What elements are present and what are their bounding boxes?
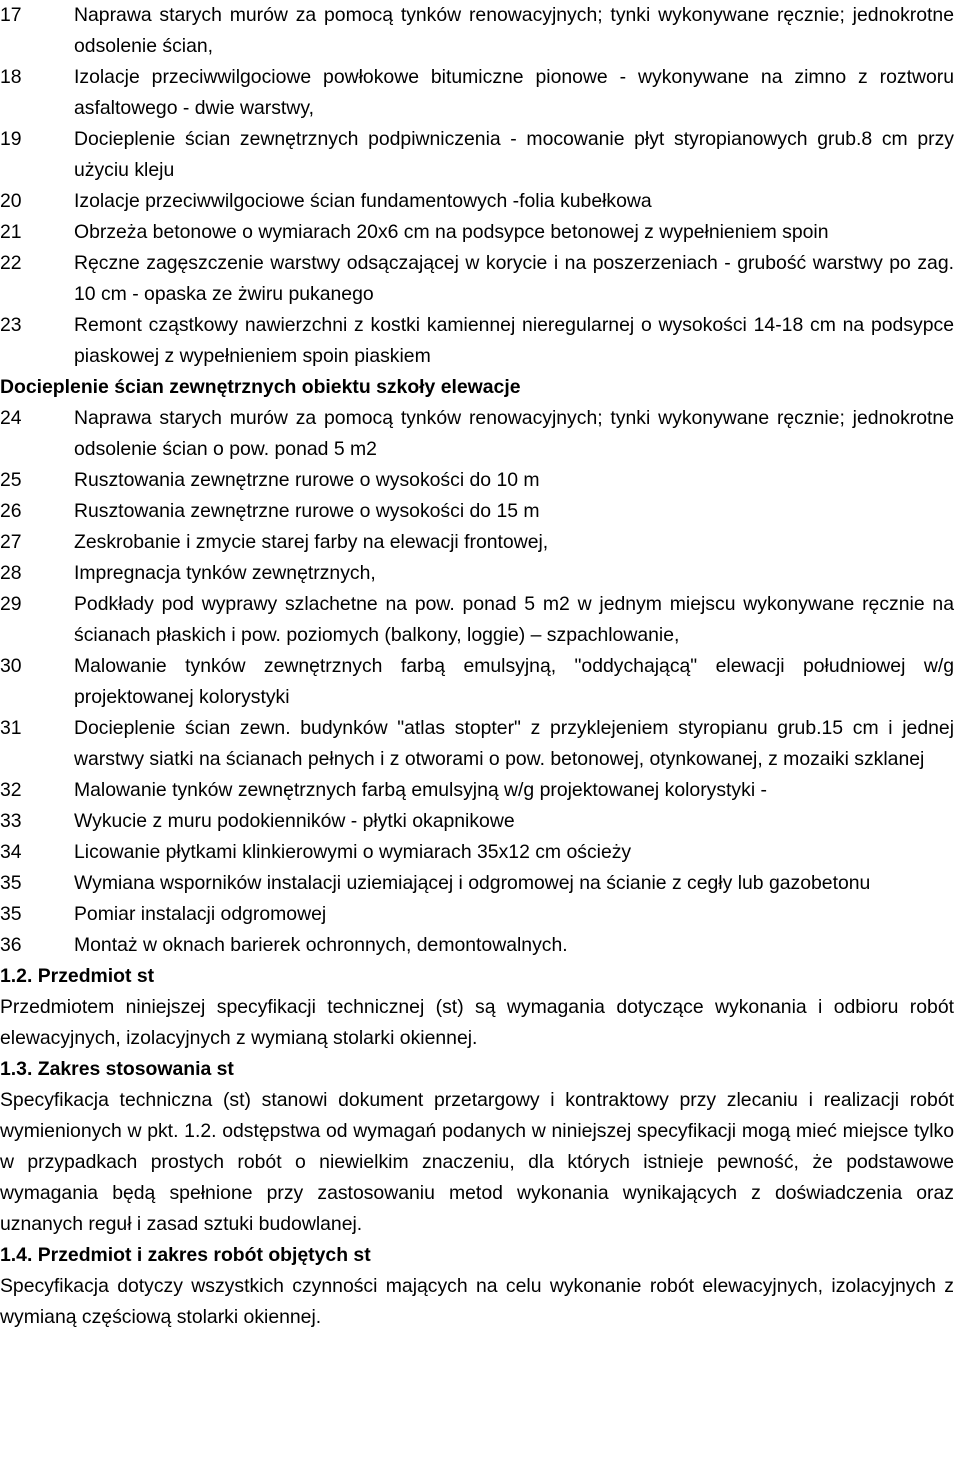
list-item bbox=[0, 558, 954, 589]
section-paragraph: Specyfikacja dotyczy wszystkich czynności mających na celu wykonanie robót elewacyjnych, izolacyjnych z wymianą częściową stolarki okiennej. bbox=[0, 1275, 954, 1328]
list-item bbox=[0, 62, 954, 124]
section-1-3 bbox=[0, 1054, 954, 1240]
item-text: Docieplenie ścian zewn. budynków "atlas stopter" z przyklejeniem styropianu grub.15 cm i jednej warstwy siatki na ścianach pełnych i z otworami o pow. betonowej, otynkowanej, z mozaiki szklanej bbox=[74, 717, 954, 770]
item-text: Rusztowania zewnętrzne rurowe o wysokości do 10 m bbox=[74, 469, 540, 491]
section-title: 1.2. Przedmiot st bbox=[0, 965, 155, 987]
item-text: Remont cząstkowy nawierzchni z kostki kamiennej nieregularnej o wysokości 14-18 cm na podsypce piaskowej z wypełnieniem spoin piaskiem bbox=[74, 314, 954, 367]
item-text: Impregnacja tynków zewnętrznych, bbox=[74, 562, 376, 584]
item-number: 31 bbox=[0, 717, 22, 739]
item-text: Montaż w oknach barierek ochronnych, demontowalnych. bbox=[74, 934, 568, 956]
list-item bbox=[0, 899, 954, 930]
section-title: 1.3. Zakres stosowania st bbox=[0, 1058, 234, 1080]
item-text: Izolacje przeciwwilgociowe ścian fundamentowych -folia kubełkowa bbox=[74, 190, 652, 212]
item-number: 30 bbox=[0, 655, 22, 677]
item-number: 24 bbox=[0, 407, 22, 429]
list-item bbox=[0, 217, 954, 248]
item-number: 28 bbox=[0, 562, 22, 584]
list-item bbox=[0, 651, 954, 713]
section-paragraph: Przedmiotem niniejszej specyfikacji technicznej (st) są wymagania dotyczące wykonania i odbioru robót elewacyjnych, izolacyjnych z wymianą stolarki okiennej. bbox=[0, 996, 954, 1049]
item-text: Obrzeża betonowe o wymiarach 20x6 cm na podsypce betonowej z wypełnieniem spoin bbox=[74, 221, 829, 243]
list-item bbox=[0, 248, 954, 310]
section-title: 1.4. Przedmiot i zakres robót objętych st bbox=[0, 1244, 371, 1266]
list-item bbox=[0, 403, 954, 465]
item-number: 27 bbox=[0, 531, 22, 553]
list-item bbox=[0, 868, 954, 899]
item-text: Docieplenie ścian zewnętrznych podpiwniczenia - mocowanie płyt styropianowych grub.8 cm przy użyciu kleju bbox=[74, 128, 954, 181]
item-number: 20 bbox=[0, 190, 22, 212]
item-text: Izolacje przeciwwilgociowe powłokowe bitumiczne pionowe - wykonywane na zimno z roztworu asfaltowego - dwie warstwy, bbox=[74, 66, 954, 119]
item-number: 32 bbox=[0, 779, 22, 801]
item-number: 26 bbox=[0, 500, 22, 522]
item-number: 34 bbox=[0, 841, 22, 863]
item-number: 35 bbox=[0, 872, 22, 894]
list-item bbox=[0, 496, 954, 527]
list-item bbox=[0, 775, 954, 806]
item-number: 23 bbox=[0, 314, 22, 336]
item-number: 29 bbox=[0, 593, 22, 615]
item-number: 25 bbox=[0, 469, 22, 491]
item-text: Naprawa starych murów za pomocą tynków renowacyjnych; tynki wykonywane ręcznie; jednokrotne odsolenie ścian o pow. ponad 5 m2 bbox=[74, 407, 954, 460]
item-text: Rusztowania zewnętrzne rurowe o wysokości do 15 m bbox=[74, 500, 540, 522]
item-text: Ręczne zagęszczenie warstwy odsączającej w korycie i na poszerzeniach - grubość warstwy po zag. 10 cm - opaska ze żwiru pukanego bbox=[74, 252, 954, 305]
list-item bbox=[0, 527, 954, 558]
list-item bbox=[0, 713, 954, 775]
list-item bbox=[0, 930, 954, 961]
item-number: 18 bbox=[0, 66, 22, 88]
list-item bbox=[0, 806, 954, 837]
item-text: Podkłady pod wyprawy szlachetne na pow. ponad 5 m2 w jednym miejscu wykonywane ręcznie na ścianach płaskich i pow. poziomych (balkony, loggie) – szpachlowanie, bbox=[74, 593, 954, 646]
list-item bbox=[0, 837, 954, 868]
list-item bbox=[0, 0, 954, 62]
item-number: 17 bbox=[0, 4, 22, 26]
item-text: Wykucie z muru podokienników - płytki okapnikowe bbox=[74, 810, 515, 832]
list-item bbox=[0, 465, 954, 496]
item-number: 36 bbox=[0, 934, 22, 956]
section-1-2 bbox=[0, 961, 954, 1054]
item-text: Malowanie tynków zewnętrznych farbą emulsyjną w/g projektowanej kolorystyki - bbox=[74, 779, 767, 801]
item-text: Zeskrobanie i zmycie starej farby na elewacji frontowej, bbox=[74, 531, 549, 553]
list-item bbox=[0, 186, 954, 217]
list-item bbox=[0, 124, 954, 186]
section-heading-insulation: Docieplenie ścian zewnętrznych obiektu szkoły elewacje bbox=[0, 376, 521, 398]
item-text: Pomiar instalacji odgromowej bbox=[74, 903, 327, 925]
item-number: 21 bbox=[0, 221, 22, 243]
item-number: 33 bbox=[0, 810, 22, 832]
item-text: Wymiana wsporników instalacji uziemiającej i odgromowej na ścianie z cegły lub gazobetonu bbox=[74, 872, 871, 894]
work-items-list-a bbox=[0, 0, 954, 372]
work-items-list-b bbox=[0, 403, 954, 961]
section-paragraph: Specyfikacja techniczna (st) stanowi dokument przetargowy i kontraktowy przy zlecaniu i realizacji robót wymienionych w pkt. 1.2. odstępstwa od wymagań podanych w niniejszej specyfikacji mogą mieć miejsce tylko w przypadkach prostych robót o niewielkim znaczeniu, dla których istnieje pewność, że podstawowe wymagania będą spełnione przy zastosowaniu metod wykonania wynikających z doświadczenia oraz uznanych reguł i zasad sztuki budowlanej. bbox=[0, 1089, 954, 1235]
item-number: 35 bbox=[0, 903, 22, 925]
item-text: Naprawa starych murów za pomocą tynków renowacyjnych; tynki wykonywane ręcznie; jednokrotne odsolenie ścian, bbox=[74, 4, 954, 57]
item-number: 22 bbox=[0, 252, 22, 274]
item-text: Licowanie płytkami klinkierowymi o wymiarach 35x12 cm ościeży bbox=[74, 841, 632, 863]
list-item bbox=[0, 589, 954, 651]
item-number: 19 bbox=[0, 128, 22, 150]
item-text: Malowanie tynków zewnętrznych farbą emulsyjną, "oddychającą" elewacji południowej w/g projektowanej kolorystyki bbox=[74, 655, 954, 708]
list-item bbox=[0, 310, 954, 372]
section-1-4 bbox=[0, 1240, 954, 1333]
